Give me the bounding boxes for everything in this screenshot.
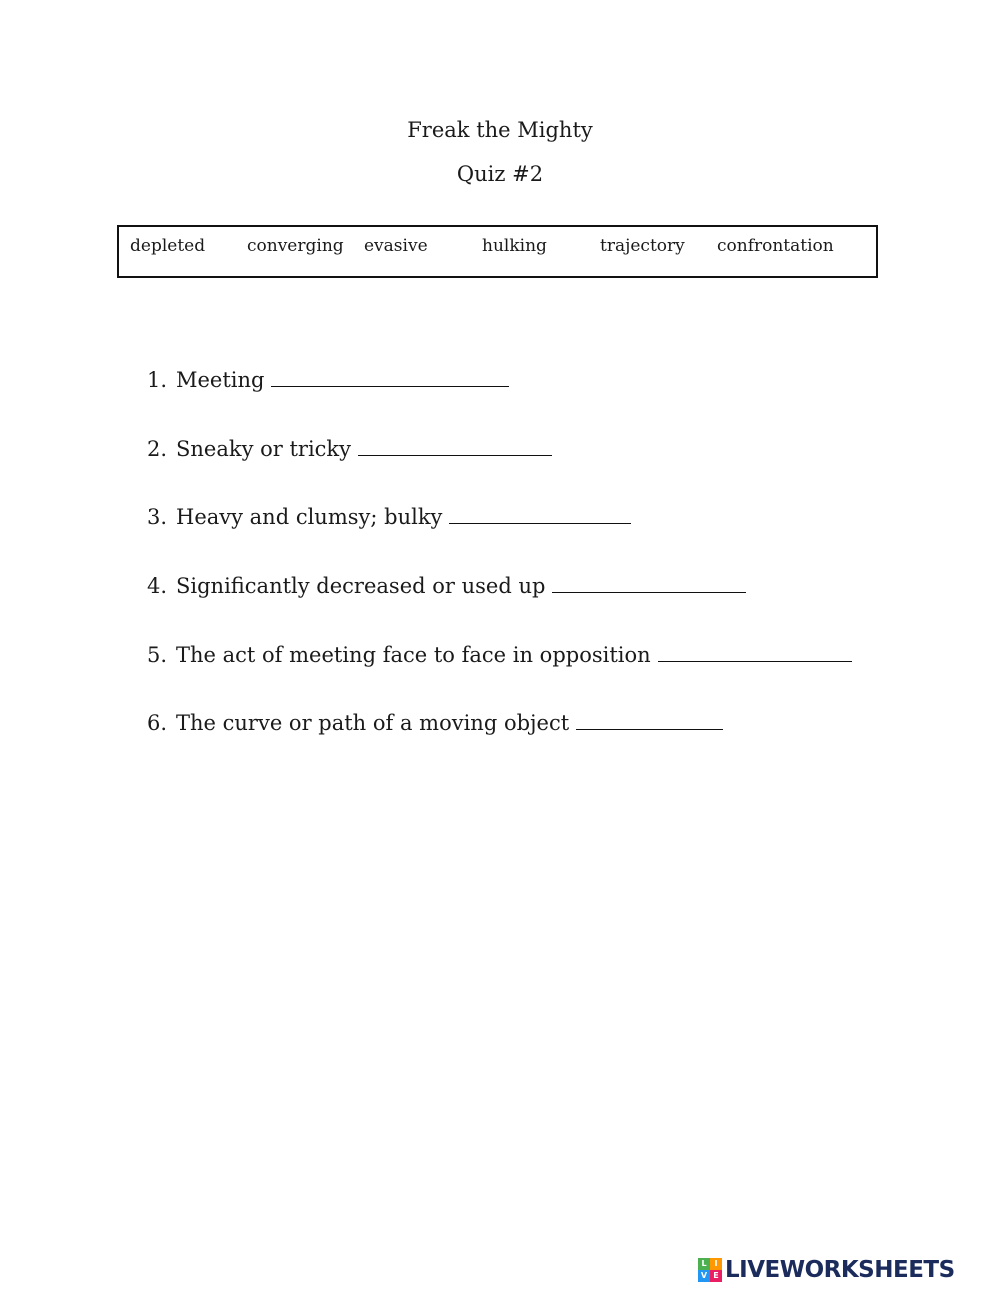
question-text: The act of meeting face to face in opposition: [176, 643, 651, 667]
question-text: Sneaky or tricky: [176, 437, 352, 461]
logo-letter-i: I: [710, 1258, 722, 1270]
question-text: The curve or path of a moving object: [176, 711, 570, 735]
question-item: [147, 572, 746, 598]
word-bank-item-hulking: hulking: [482, 236, 547, 256]
word-bank-item-trajectory: trajectory: [600, 236, 685, 256]
word-bank: [117, 225, 878, 278]
answer-blank[interactable]: [576, 709, 723, 730]
question-number: 1.: [147, 368, 168, 392]
question-item: [147, 641, 852, 667]
question-number: 6.: [147, 711, 168, 735]
word-bank-item-evasive: evasive: [364, 236, 428, 256]
question-item: [147, 503, 631, 529]
question-item: [147, 709, 723, 735]
question-item: [147, 366, 509, 392]
word-bank-item-depleted: depleted: [130, 236, 206, 256]
logo-letter-l: L: [698, 1258, 710, 1270]
word-bank-item-converging: converging: [247, 236, 344, 256]
question-item: [147, 435, 552, 461]
question-number: 4.: [147, 574, 168, 598]
liveworksheets-logo-icon: [698, 1258, 722, 1282]
logo-letter-e: E: [710, 1270, 722, 1282]
question-number: 5.: [147, 643, 168, 667]
answer-blank[interactable]: [552, 572, 746, 593]
liveworksheets-brand: [698, 1256, 955, 1284]
question-text: Meeting: [176, 368, 265, 392]
brand-name: LIVEWORKSHEETS: [725, 1257, 955, 1283]
document-subtitle: Quiz #2: [456, 162, 544, 186]
answer-blank[interactable]: [449, 503, 631, 524]
question-text: Heavy and clumsy; bulky: [176, 505, 443, 529]
answer-blank[interactable]: [271, 366, 509, 387]
question-text: Significantly decreased or used up: [176, 574, 546, 598]
question-number: 3.: [147, 505, 168, 529]
word-bank-item-confrontation: confrontation: [717, 236, 834, 256]
logo-letter-v: V: [698, 1270, 710, 1282]
answer-blank[interactable]: [658, 641, 852, 662]
answer-blank[interactable]: [358, 435, 552, 456]
document-title: Freak the Mighty: [407, 118, 593, 142]
question-number: 2.: [147, 437, 168, 461]
